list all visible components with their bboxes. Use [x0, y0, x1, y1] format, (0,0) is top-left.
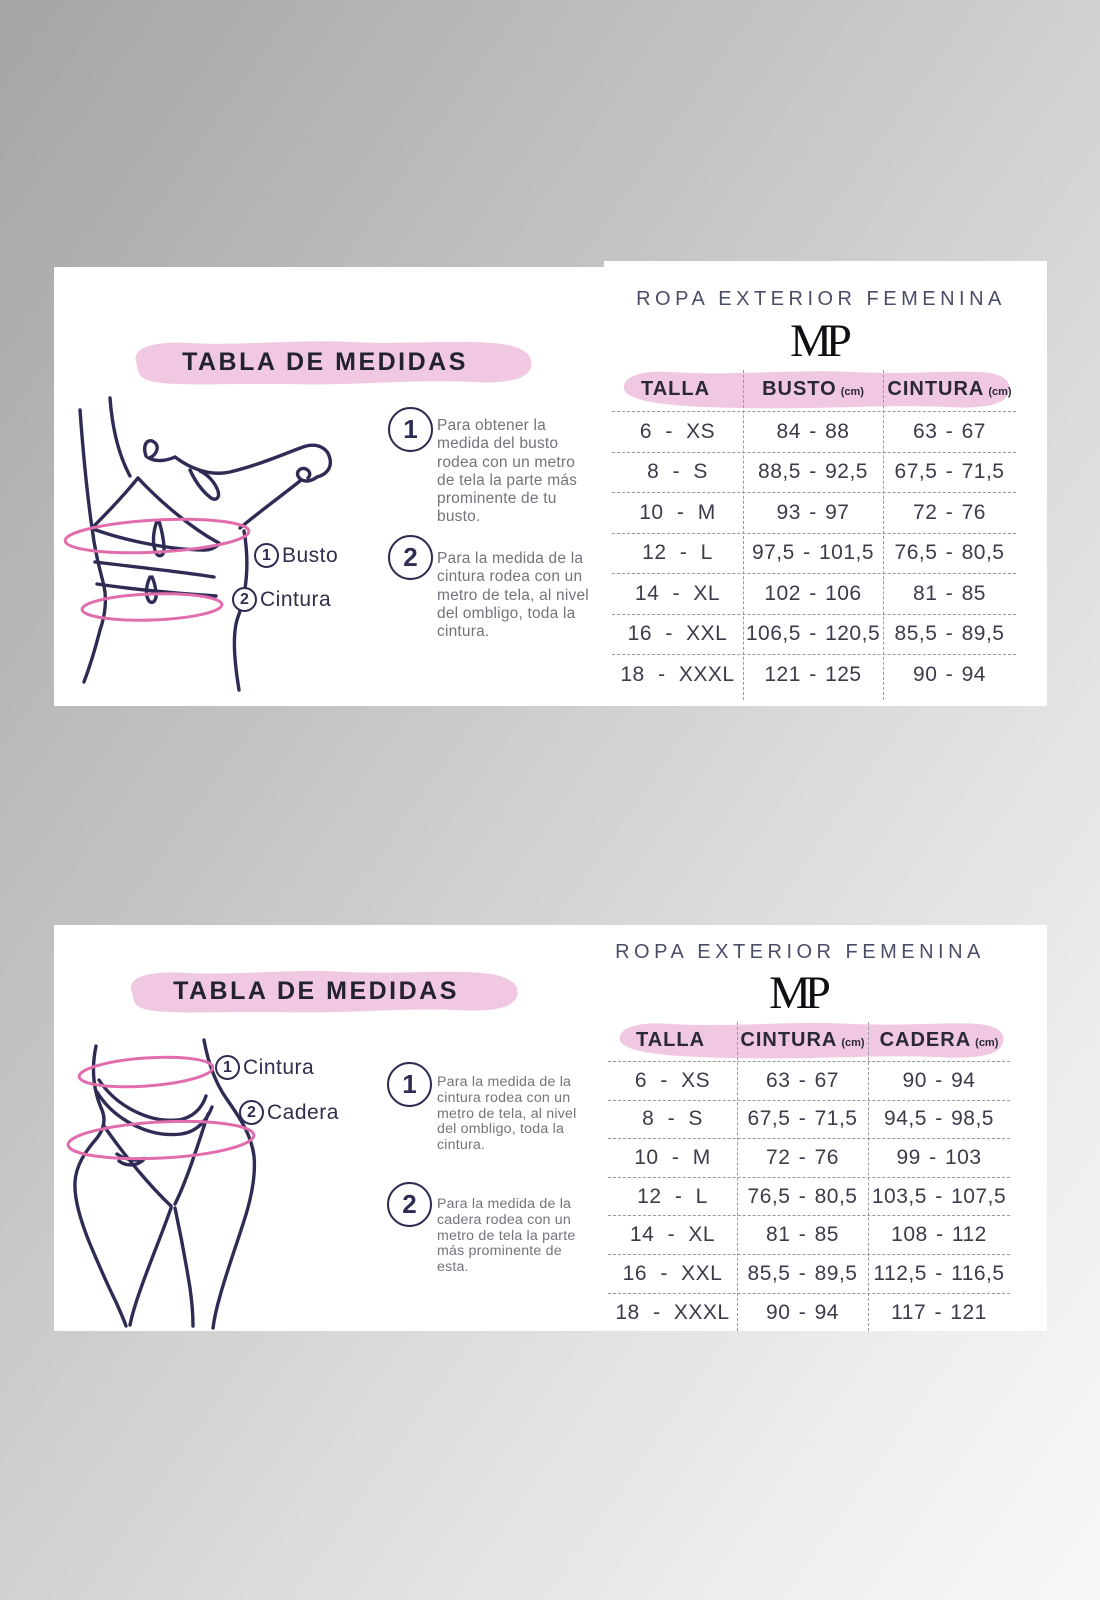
- column-divider: [883, 370, 884, 700]
- column-header-talla: TALLA: [640, 377, 711, 400]
- instruction-1-text: Para la medida de la cintura rodea con un metro de tela, al nivel del ombligo, toda la cintura.: [437, 1074, 577, 1154]
- instruction-2-number: 2: [388, 535, 433, 580]
- measurement-cell: 88,5 - 92,5: [758, 460, 868, 484]
- measurement-cell: 112,5 - 116,5: [873, 1261, 1005, 1285]
- figure-label-text: Cintura: [260, 587, 332, 611]
- table-row: [608, 1062, 1010, 1101]
- measurement-cell: 90 - 94: [913, 663, 986, 687]
- measurement-cell: 81 - 85: [913, 581, 986, 605]
- column-header-cintura: CINTURA (cm): [887, 377, 1012, 400]
- column-header-talla: TALLA: [635, 1028, 706, 1051]
- table-row: [612, 615, 1016, 656]
- measurement-cell: 117 - 121: [891, 1300, 987, 1324]
- figure-label-text: Busto: [282, 543, 339, 567]
- measurement-cell: 72 - 76: [913, 500, 986, 524]
- measurement-cell: 76,5 - 80,5: [894, 541, 1005, 565]
- figure-label-text: Cadera: [267, 1100, 339, 1124]
- measurement-cell: 76,5 - 80,5: [747, 1184, 858, 1208]
- collection-heading: ROPA EXTERIOR FEMENINA: [615, 941, 985, 963]
- size-cell: 10 - M: [639, 500, 716, 524]
- size-cell: 18 - XXXL: [620, 663, 735, 687]
- size-guide-card-hips: [54, 925, 1047, 1331]
- size-cell: 8 - S: [647, 460, 708, 484]
- size-table-bust: [612, 367, 1016, 697]
- table-row: [608, 1101, 1010, 1140]
- instruction-2-number: 2: [387, 1182, 432, 1227]
- card-title: TABLA DE MEDIDAS: [182, 347, 468, 376]
- measurement-cell: 90 - 94: [902, 1068, 976, 1092]
- size-cell: 10 - M: [634, 1145, 711, 1169]
- size-cell: 14 - XL: [629, 1223, 716, 1247]
- table-row: [608, 1294, 1010, 1331]
- measurement-cell: 102 - 106: [764, 581, 862, 605]
- table-row: [608, 1216, 1010, 1255]
- size-cell: 16 - XXL: [627, 622, 728, 646]
- figure-label-cadera: [239, 1100, 339, 1125]
- size-cell: 12 - L: [637, 1184, 708, 1208]
- label-2-circle: 2: [232, 587, 257, 612]
- size-table-hips: [608, 1019, 1010, 1331]
- figure-label-cintura: [232, 587, 331, 612]
- mp-brand-logo: MP: [769, 967, 831, 1019]
- column-divider: [868, 1022, 869, 1331]
- measurement-cell: 106,5 - 120,5: [745, 622, 881, 646]
- table-row: [612, 574, 1016, 615]
- size-cell: 12 - L: [642, 541, 713, 565]
- size-guide-card-bust: [54, 267, 1047, 706]
- size-cell: 8 - S: [642, 1107, 703, 1131]
- table-row: [608, 1255, 1010, 1294]
- measurement-cell: 93 - 97: [776, 500, 850, 524]
- measurement-cell: 97,5 - 101,5: [751, 541, 875, 565]
- measurement-cell: 85,5 - 89,5: [747, 1261, 858, 1285]
- measurement-cell: 67,5 - 71,5: [747, 1107, 858, 1131]
- column-divider: [737, 1022, 738, 1331]
- table-row: [612, 453, 1016, 494]
- label-1-circle: 1: [215, 1055, 240, 1080]
- size-cell: 6 - XS: [634, 1068, 711, 1092]
- instruction-1-text: Para obtener la medida del busto rodea con un metro de tela la parte más prominente de tu busto.: [437, 417, 578, 526]
- table-body: [608, 1061, 1010, 1331]
- size-cell: 16 - XXL: [622, 1261, 723, 1285]
- measurement-cell: 90 - 94: [766, 1300, 839, 1324]
- measurement-cell: 67,5 - 71,5: [894, 460, 1005, 484]
- collection-heading: ROPA EXTERIOR FEMENINA: [636, 288, 1006, 310]
- table-row: [612, 655, 1016, 696]
- measurement-cell: 81 - 85: [766, 1223, 839, 1247]
- instruction-2-text: Para la medida de la cadera rodea con un metro de tela la parte más prominente de esta.: [437, 1196, 576, 1276]
- table-header-band: [612, 367, 1016, 411]
- instruction-2-text: Para la medida de la cintura rodea con un metro de tela, al nivel del ombligo, toda la cintura.: [437, 550, 589, 641]
- title-blob: [108, 966, 524, 1016]
- column-header-busto: BUSTO (cm): [762, 377, 864, 400]
- measurement-cell: 63 - 67: [766, 1068, 839, 1092]
- size-cell: 6 - XS: [639, 419, 716, 443]
- table-header-band: [608, 1019, 1010, 1061]
- table-row: [612, 493, 1016, 534]
- measurement-cell: 94,5 - 98,5: [884, 1107, 994, 1131]
- measurement-cell: 85,5 - 89,5: [894, 622, 1005, 646]
- mp-brand-logo: MP: [790, 315, 852, 367]
- column-header-cadera: CADERA (cm): [879, 1028, 999, 1051]
- size-cell: 14 - XL: [634, 581, 721, 605]
- table-row: [612, 534, 1016, 575]
- measurement-cell: 103,5 - 107,5: [871, 1184, 1007, 1208]
- card-title: TABLA DE MEDIDAS: [173, 976, 459, 1005]
- table-row: [608, 1139, 1010, 1178]
- instruction-1-number: 1: [388, 407, 433, 452]
- size-cell: 18 - XXXL: [615, 1300, 730, 1324]
- measurement-cell: 121 - 125: [764, 663, 862, 687]
- measurement-cell: 99 - 103: [896, 1145, 982, 1169]
- instruction-1-number: 1: [387, 1062, 432, 1107]
- table-body: [612, 411, 1016, 696]
- measurement-cell: 72 - 76: [766, 1145, 839, 1169]
- table-row: [608, 1178, 1010, 1217]
- label-2-circle: 2: [239, 1100, 264, 1125]
- figure-label-text: Cintura: [243, 1055, 315, 1079]
- measurement-cell: 84 - 88: [776, 419, 850, 443]
- table-row: [612, 412, 1016, 453]
- figure-label-cintura: [215, 1055, 314, 1080]
- column-header-cintura: CINTURA (cm): [740, 1028, 865, 1051]
- measurement-cell: 63 - 67: [913, 419, 986, 443]
- measurement-cell: 108 - 112: [891, 1223, 987, 1247]
- figure-label-busto: [254, 543, 338, 568]
- column-divider: [743, 370, 744, 700]
- label-1-circle: 1: [254, 543, 279, 568]
